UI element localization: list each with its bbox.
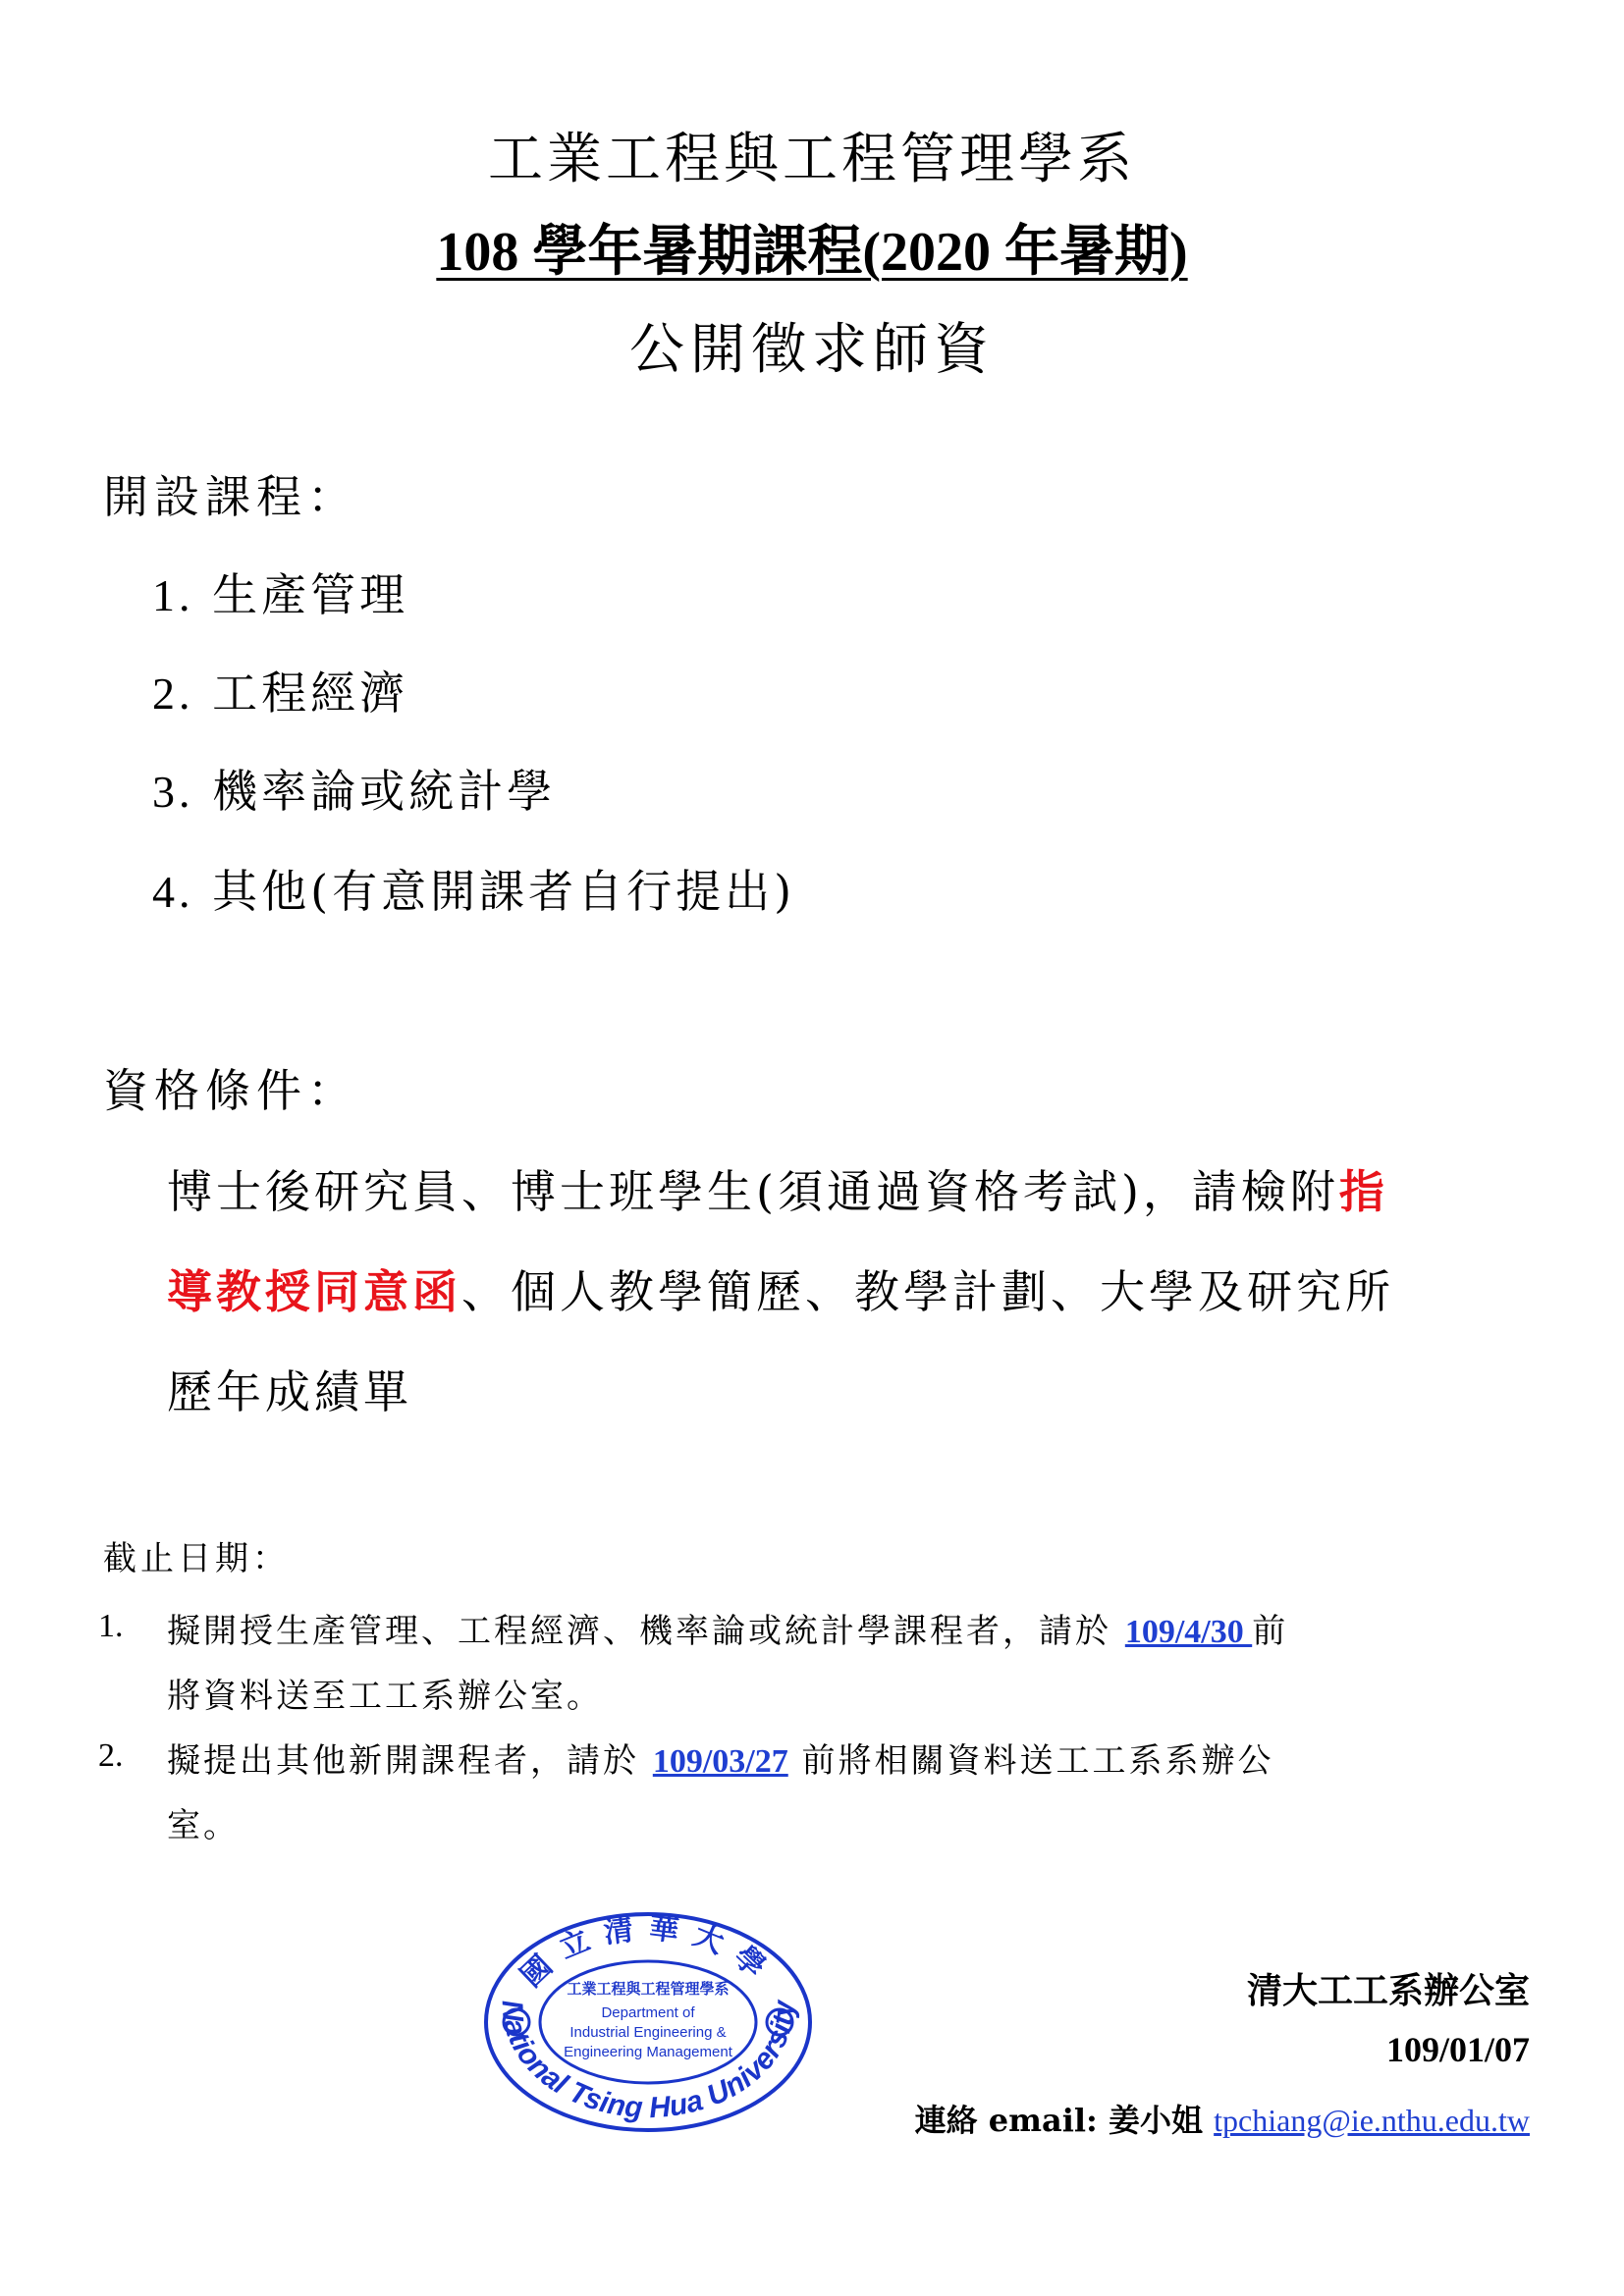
course-term-title: 108 學年暑期課程(2020 年暑期): [436, 222, 1188, 283]
svg-text:Department of: Department of: [601, 2004, 695, 2021]
svg-text:Industrial Engineering &: Industrial Engineering &: [569, 2024, 727, 2041]
signature-date: 109/01/07: [1385, 2030, 1530, 2069]
qualifications-heading: 資格條件：: [103, 1064, 358, 1117]
svg-text:Engineering Management: Engineering Management: [564, 2044, 732, 2060]
course-item: 2. 工程經濟: [152, 667, 409, 720]
deadline-item: 擬開授生產管理、工程經濟、機率論或統計學課程者，請於 109/4/30 前: [167, 1612, 1289, 1651]
svg-text:National Tsing Hua University: National Tsing Hua University: [495, 1999, 801, 2125]
contact-line: 連絡 email: 姜小姐 tpchiang@ie.nthu.edu.tw: [914, 2102, 1530, 2139]
deadline-date: 109/03/27: [652, 1743, 788, 1780]
qualifications-line-1: 博士後研究員、博士班學生(須通過資格考試)，請檢附指: [167, 1165, 1388, 1218]
office-signature: 清大工工系辦公室: [1246, 1970, 1530, 2011]
svg-text:工業工程與工程管理學系: 工業工程與工程管理學系: [567, 1980, 730, 1998]
deadline-date: 109/4/30: [1124, 1614, 1253, 1650]
svg-text:國立清華大學: 國立清華大學: [514, 1910, 783, 1995]
qualifications-line-2: 導教授同意函、個人教學簡歷、教學計劃、大學及研究所: [167, 1265, 1394, 1318]
deadline-item-number: 2.: [98, 1737, 124, 1774]
course-item: 1. 生產管理: [152, 568, 409, 621]
contact-email-link[interactable]: tpchiang@ie.nthu.edu.tw: [1214, 2103, 1530, 2138]
department-title: 工業工程與工程管理學系: [488, 128, 1136, 191]
announcement-title: 公開徵求師資: [629, 318, 995, 382]
deadline-heading: 截止日期：: [103, 1539, 290, 1578]
deadline-item: 擬提出其他新開課程者，請於 109/03/27 前將相關資料送工工系系辦公: [167, 1741, 1274, 1781]
university-seal-icon: [481, 1909, 815, 2135]
courses-heading: 開設課程：: [103, 470, 358, 523]
deadline-item-continued: 室。: [167, 1806, 240, 1845]
deadline-item-number: 1.: [98, 1608, 124, 1644]
deadline-item-continued: 將資料送至工工系辦公室。: [167, 1677, 603, 1716]
course-item: 4. 其他(有意開課者自行提出): [152, 865, 796, 918]
course-item: 3. 機率論或統計學: [152, 765, 557, 818]
qualifications-line-3: 歷年成績單: [167, 1365, 412, 1418]
